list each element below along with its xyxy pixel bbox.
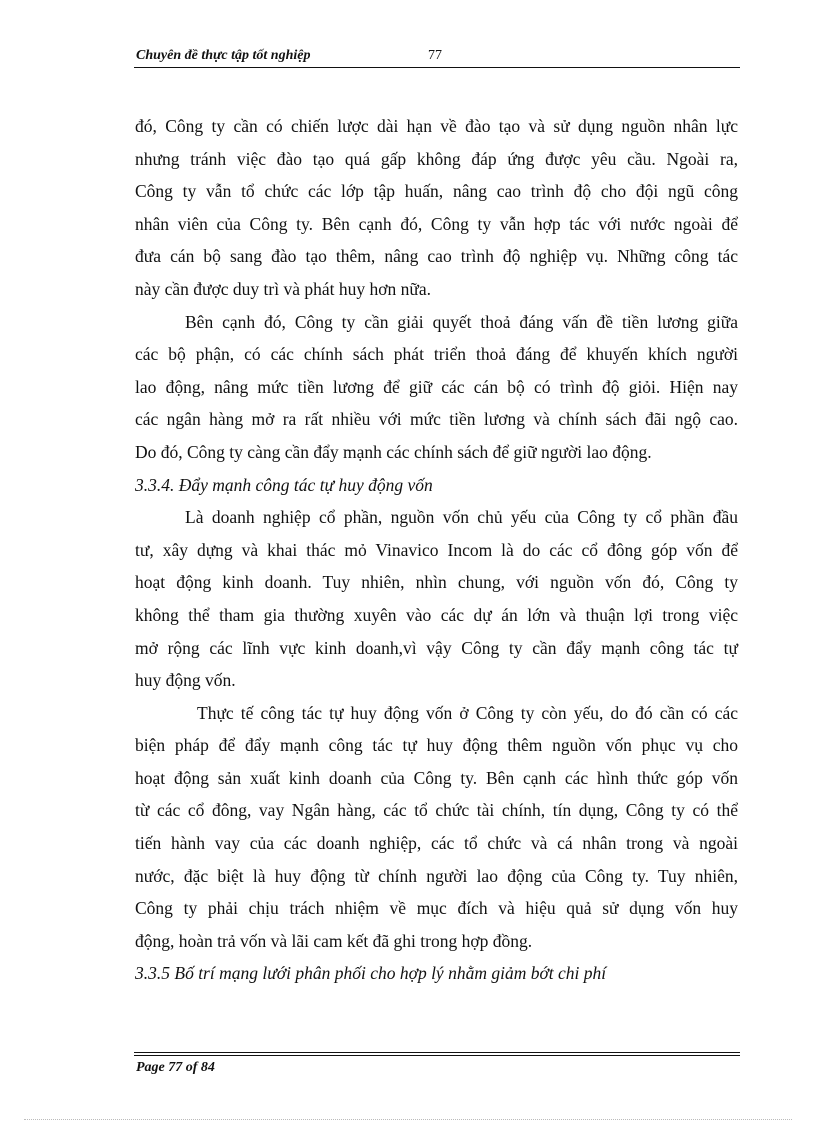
text-line: huy động vốn.	[135, 670, 236, 691]
text-line: hoạt động sản xuất kinh doanh của Công ty. Bên cạnh các hình thức góp vốn	[135, 767, 738, 788]
text-line: Do đó, Công ty càng cần đẩy mạnh các chính sách để giữ người lao động.	[135, 441, 652, 462]
text-line: đưa cán bộ sang đào tạo thêm, nâng cao trình độ nghiệp vụ. Những công tác	[135, 246, 738, 267]
footer-page-label: Page 77 of 84	[136, 1060, 215, 1075]
text-line: Công ty vẫn tổ chức các lớp tập huấn, nâng cao trình độ cho đội ngũ công	[135, 181, 738, 202]
text-line: lao động, nâng mức tiền lương để giữ các cán bộ có trình độ giỏi. Hiện nay	[135, 376, 738, 397]
text-line: tiến hành vay của các doanh nghiệp, các tổ chức và cá nhân trong và ngoài	[135, 833, 738, 854]
running-header-title: Chuyên đề thực tập tốt nghiệp	[136, 48, 311, 63]
section-heading: 3.3.5 Bố trí mạng lưới phân phối cho hợp lý nhằm giảm bớt chi phí	[135, 963, 607, 984]
text-line: nước, đặc biệt là huy động từ chính người lao động của Công ty. Tuy nhiên,	[135, 865, 738, 886]
page-bottom-border	[24, 1119, 792, 1120]
text-line: Công ty phải chịu trách nhiệm về mục đích và hiệu quả sử dụng vốn huy	[135, 898, 738, 919]
text-line: động, hoàn trả vốn và lãi cam kết đã ghi trong hợp đồng.	[135, 930, 533, 951]
text-line: đó, Công ty cần có chiến lược dài hạn về đào tạo và sử dụng nguồn nhân lực	[135, 116, 738, 136]
document-body	[135, 110, 738, 990]
text-line: nhưng tránh việc đào tạo quá gấp không đáp ứng được yêu cầu. Ngoài ra,	[135, 148, 738, 169]
text-line: từ các cổ đông, vay Ngân hàng, các tổ chức tài chính, tín dụng, Công ty có thể	[135, 800, 738, 821]
text-line: Bên cạnh đó, Công ty cần giải quyết thoả đáng vấn đề tiền lương giữa	[185, 311, 738, 332]
text-line: mở rộng các lĩnh vực kinh doanh,vì vậy Công ty cần đẩy mạnh công tác tự	[135, 637, 738, 658]
text-line: các ngân hàng mở ra rất nhiều với mức tiền lương và chính sách đãi ngộ cao.	[135, 409, 738, 430]
text-line: các bộ phận, có các chính sách phát triển thoả đáng để khuyến khích người	[135, 344, 738, 365]
paragraph	[135, 306, 738, 469]
text-line: Là doanh nghiệp cổ phần, nguồn vốn chủ yếu của Công ty cổ phần đầu	[185, 507, 738, 528]
text-line: này cần được duy trì và phát huy hơn nữa.	[135, 278, 432, 299]
paragraph	[135, 697, 738, 958]
header-page-number: 77	[428, 48, 442, 63]
text-line: nhân viên của Công ty. Bên cạnh đó, Công ty vẫn hợp tác với nước ngoài để	[135, 213, 738, 234]
text-line: hoạt động kinh doanh. Tuy nhiên, nhìn chung, với nguồn vốn đó, Công ty	[135, 572, 738, 593]
text-line: Thực tế công tác tự huy động vốn ở Công ty còn yếu, do đó cần có các	[197, 702, 738, 723]
text-line: không thể tham gia thường xuyên vào các dự án lớn và thuận lợi trong việc	[135, 604, 738, 625]
paragraph	[135, 501, 738, 697]
header-rule	[134, 67, 740, 68]
text-line: biện pháp để đẩy mạnh công tác tự huy động thêm nguồn vốn phục vụ cho	[135, 735, 738, 756]
footer-rule	[134, 1052, 740, 1053]
section-heading: 3.3.4. Đẩy mạnh công tác tự huy động vốn	[135, 474, 433, 495]
text-line: tư, xây dựng và khai thác mỏ Vinavico Incom là do các cổ đông góp vốn để	[135, 539, 738, 560]
paragraph	[135, 110, 738, 306]
footer-rule	[134, 1055, 740, 1056]
